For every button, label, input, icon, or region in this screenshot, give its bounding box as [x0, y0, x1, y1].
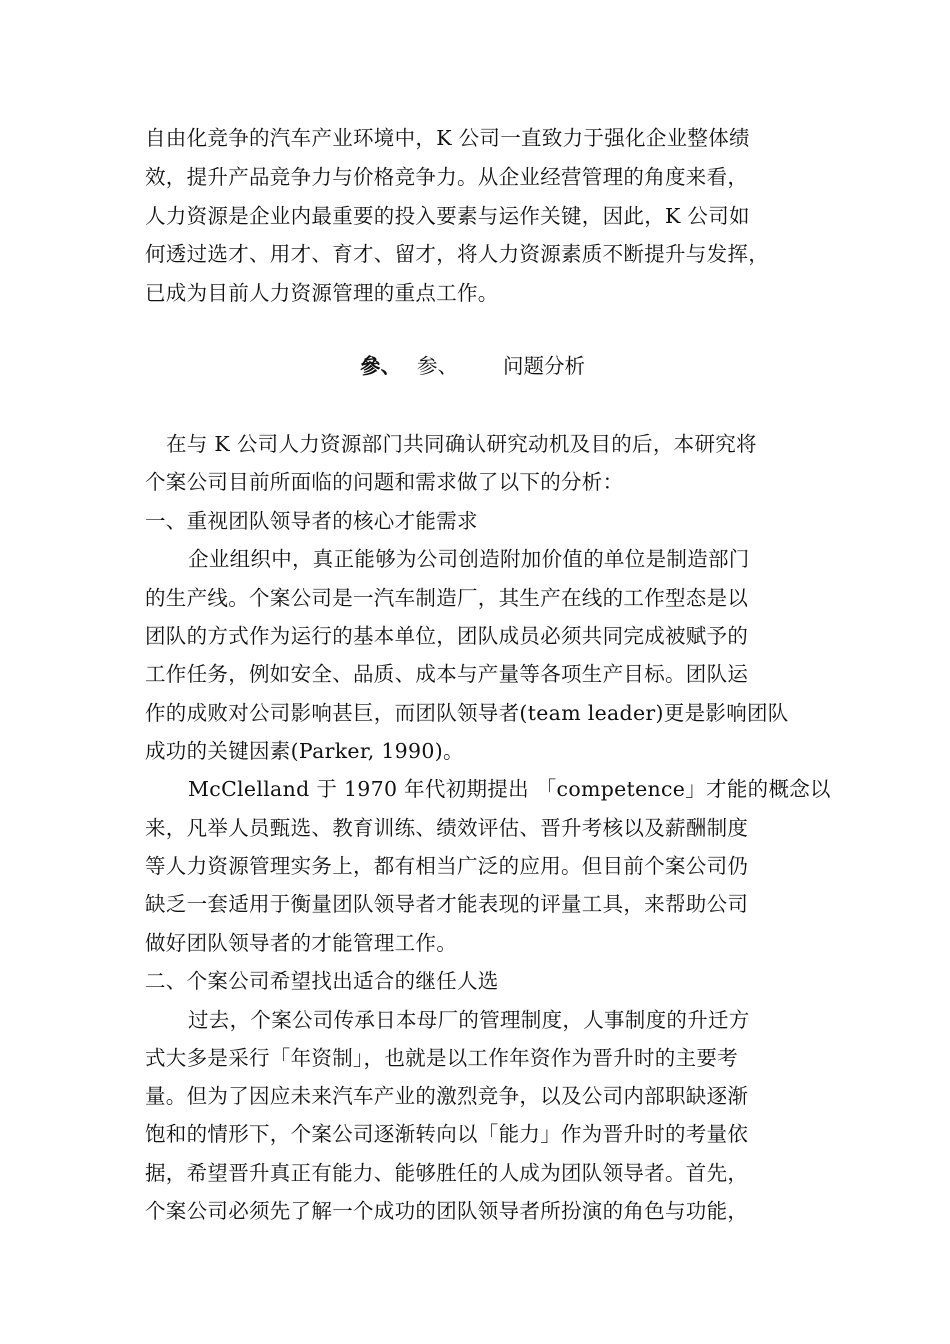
- section-heading-part1: 參、: [360, 354, 401, 378]
- para3-line-1: 过去，个案公司传承日本母厂的管理制度，人事制度的升迁方: [188, 1008, 750, 1032]
- para3-line-6: 个案公司必须先了解一个成功的团队领导者所扮演的角色与功能，: [145, 1199, 749, 1223]
- para1-line-4: 工作任务，例如安全、品质、成本与产量等各项生产目标。团队运: [145, 662, 749, 686]
- para1-line-2: 的生产线。个案公司是一汽车制造厂，其生产在线的工作型态是以: [145, 586, 749, 610]
- section-heading-part3: 问题分析: [503, 354, 585, 378]
- para3-line-5: 据，希望晋升真正有能力、能够胜任的人成为团队领导者。首先，: [145, 1161, 749, 1185]
- para2-line-2: 来，凡举人员甄选、教育训练、绩效评估、晋升考核以及薪酬制度: [145, 816, 749, 840]
- intro-line-4: 何透过选才、用才、育才、留才，将人力资源素质不断提升与发挥，: [145, 242, 769, 266]
- section-heading-part2: 参、: [417, 354, 458, 378]
- intro-line-2: 效，提升产品竞争力与价格竞争力。从企业经营管理的角度来看，: [145, 165, 749, 189]
- para3-line-4: 饱和的情形下，个案公司逐渐转向以「能力」作为晋升时的考量依: [145, 1122, 749, 1146]
- intro-line-5: 已成为目前人力资源管理的重点工作。: [145, 281, 499, 305]
- para2-line-4: 缺乏一套适用于衡量团队领导者才能表现的评量工具，来帮助公司: [145, 892, 749, 916]
- subheading-1: 一、重视团队领导者的核心才能需求: [145, 509, 478, 533]
- para2-line-1: McClelland 于 1970 年代初期提出 「competence」才能的概念以: [188, 777, 831, 801]
- para3-line-2: 式大多是采行「年资制」，也就是以工作年资作为晋升时的主要考: [145, 1046, 738, 1070]
- para3-line-3: 量。但为了因应未来汽车产业的激烈竞争，以及公司内部职缺逐渐: [145, 1084, 749, 1108]
- para2-line-3: 等人力资源管理实务上，都有相当广泛的应用。但目前个案公司仍: [145, 854, 749, 878]
- para2-line-5: 做好团队领导者的才能管理工作。: [145, 931, 457, 955]
- para1-line-1: 企业组织中，真正能够为公司创造附加价值的单位是制造部门: [188, 547, 750, 571]
- intro-line-1: 自由化竞争的汽车产业环境中，K 公司一直致力于强化企业整体绩: [145, 126, 750, 150]
- lead-line-1: 在与 K 公司人力资源部门共同确认研究动机及目的后，本研究将: [166, 432, 757, 456]
- lead-line-2: 个案公司目前所面临的问题和需求做了以下的分析：: [145, 470, 624, 494]
- para1-line-3: 团队的方式作为运行的基本单位，团队成员必须共同完成被赋予的: [145, 624, 749, 648]
- subheading-2: 二、个案公司希望找出适合的继任人选: [145, 969, 499, 993]
- para1-line-6: 成功的关键因素(Parker, 1990)。: [145, 739, 464, 763]
- intro-line-3: 人力资源是企业内最重要的投入要素与运作关键，因此，K 公司如: [145, 204, 750, 228]
- para1-line-5: 作的成败对公司影响甚巨，而团队领导者(team leader)更是影响团队: [145, 701, 789, 725]
